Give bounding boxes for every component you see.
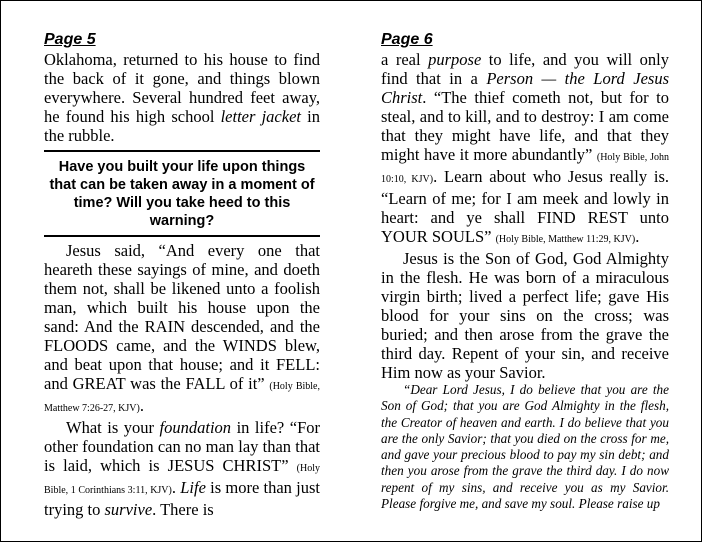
emphasis-text: Person — the Lord Jesus Christ xyxy=(381,69,669,107)
paragraph-foundation: What is your foundation in life? “For other foundation can no man lay than that is laid, which is JESUS CHRIST” (Holy Bible, 1 Corinthians 3:11, KJV). Life is more than just trying to survive. There is xyxy=(44,418,321,519)
paragraph-son-of-god: Jesus is the Son of God, God Almighty in the flesh. He was born of a miraculous virgin birth; lived a perfect life; gave His blood for your sins on the cross; was buried; and then arose from the grave the third day. Repent of your sin, and receive Him now as your Savior. xyxy=(381,249,669,382)
emphasis-text: survive xyxy=(104,500,153,519)
emphasis-text: purpose xyxy=(428,50,482,69)
page-number: Page 5 xyxy=(44,31,96,48)
emphasis-text: Life xyxy=(180,478,206,497)
scripture-reference: (Holy Bible, Matthew 7:26-27, KJV) xyxy=(44,381,320,414)
emphasis-text: foundation xyxy=(159,418,232,437)
page-5 xyxy=(44,30,320,519)
scripture-reference: (Holy Bible, Matthew 11:29, KJV) xyxy=(495,234,636,245)
page-6 xyxy=(381,30,669,512)
scripture-reference: (Holy Bible, John 10:10, KJV) xyxy=(381,152,669,185)
sinners-prayer: “Dear Lord Jesus, I do believe that you are the Son of God; that you are God Almighty in the flesh, the Creator of heaven and earth. I do believe that you are the only Savior; that you died on the cross for me, and gave your precious blood to pay my sin debt; and then you arose from the grave the third day. I do now repent of my sins, and receive you as my Savior. Please forgive me, and save my soul. Please raise up xyxy=(381,382,669,512)
paragraph-jesus-said: Jesus said, “And every one that heareth these sayings of mine, and doeth them not, shall be likened unto a foolish man, which built his house upon the sand: And the RAIN descended, and the FLOODS came, and the WINDS blew, and beat upon that house; and it FELL: and GREAT was the FALL of it” (Holy Bible, Matthew 7:26-27, KJV). xyxy=(44,241,320,415)
page-number: Page 6 xyxy=(381,31,433,48)
scripture-reference: (Holy Bible, 1 Corinthians 3:11, KJV) xyxy=(44,463,320,496)
paragraph-oklahoma: Oklahoma, returned to his house to find the back of it gone, and things blown everywhere. Several hundred feet away, he found his high school letter jacket in the rubble. xyxy=(44,50,320,145)
emphasis-text: letter jacket xyxy=(220,107,301,126)
paragraph-purpose: a real purpose to life, and you will only find that in a Person — the Lord Jesus Christ. “The thief cometh not, but for to steal, and to kill, and to destroy: I am come that they might have life, and that they might have it more abundantly” (Holy Bible, John 10:10, KJV). Learn about who Jesus really is. “Learn of me; for I am meek and lowly in heart: and ye shall FIND REST unto YOUR SOULS” (Holy Bible, Matthew 11:29, KJV). xyxy=(381,50,669,246)
warning-callout: Have you built your life upon things that can be taken away in a moment of time? Will you take heed to this warning? xyxy=(44,150,320,237)
